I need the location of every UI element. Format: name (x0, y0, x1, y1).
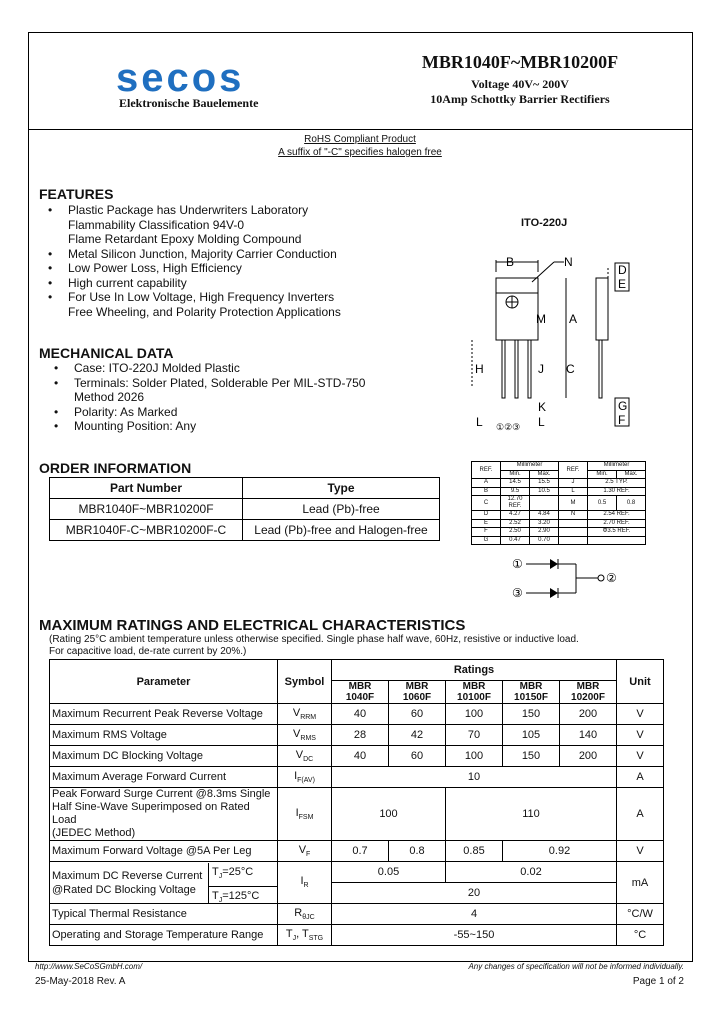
halogen-line: A suffix of "-C" specifies halogen free (278, 147, 442, 158)
table-row (50, 788, 664, 841)
table-cell (278, 767, 332, 788)
table-cell: Maximum Recurrent Peak Reverse Voltage (50, 704, 278, 725)
table-cell: 2.90 (530, 528, 559, 537)
package-label: ITO-220J (521, 217, 568, 229)
secos-logo: secos (116, 56, 245, 100)
table-cell: 0.5 (588, 496, 617, 511)
list-item: Method 2026 (74, 390, 145, 404)
list-item: Flammability Classification 94V-0 (68, 217, 245, 232)
dim-label: F (618, 413, 626, 427)
lead-3 (528, 340, 531, 398)
table-cell (530, 496, 559, 511)
lead-1 (502, 340, 505, 398)
pin-1-label: ① (512, 557, 523, 571)
table-row (50, 704, 664, 725)
dim-label: A (569, 312, 578, 326)
table-cell: F (472, 528, 501, 537)
table-cell: °C (617, 925, 664, 946)
table-cell: MBR1040F~MBR10200F (50, 499, 243, 520)
features-title: FEATURES (39, 186, 114, 202)
symbol-sub: F (306, 851, 311, 859)
table-cell: 140 (560, 725, 617, 746)
table-cell (278, 862, 332, 904)
dimension-table (471, 461, 646, 545)
list-item: • Low Power Loss, High Efficiency (38, 261, 378, 276)
table-cell: Maximum Forward Voltage @5A Per Leg (50, 841, 278, 862)
table-cell: MBR1040F-C~MBR10200F-C (50, 520, 243, 541)
table-cell: M (559, 496, 588, 511)
table-cell: 42 (389, 725, 446, 746)
footer-date: 25-May-2018 Rev. A (35, 976, 126, 987)
circuit-diagram (510, 556, 630, 602)
symbol-text: V (295, 748, 304, 761)
table-cell: Maximum Average Forward Current (50, 767, 278, 788)
table-cell: D (472, 511, 501, 520)
table-cell (278, 746, 332, 767)
ir-conditions (208, 863, 277, 903)
table-cell: mA (617, 862, 664, 904)
table-cell: 1.30 REF. (588, 487, 646, 496)
table-cell: 100 (446, 704, 503, 725)
table-row (50, 478, 440, 499)
table-cell: 14.5 (501, 479, 530, 488)
table-cell: Max. (530, 470, 559, 479)
model-header: MBR 10150F (503, 681, 560, 704)
symbol-sub: J (292, 935, 297, 943)
symbol-sub: R (303, 882, 309, 890)
table-cell: A (472, 479, 501, 488)
table-cell: 12.70 REF. (501, 496, 530, 511)
table-row (472, 536, 646, 545)
dim-label: C (566, 362, 575, 376)
symbol-text: R (294, 906, 303, 919)
header-divider (28, 129, 693, 130)
condition-125c: $T_J=125^\circ C$ (212, 889, 260, 904)
table-cell (278, 788, 332, 841)
list-item: • Terminals: Solder Plated, Solderable Per MIL-STD-750 (44, 376, 384, 391)
symbol-sub: θJC (302, 914, 315, 922)
table-cell: 200 (560, 704, 617, 725)
table-cell: 2.52 (501, 519, 530, 528)
voltage-range: Voltage 40V~ 200V (471, 77, 569, 91)
table-cell: Lead (Pb)-free (243, 499, 440, 520)
table-cell: 200 (560, 746, 617, 767)
model-header: MBR 1060F (389, 681, 446, 704)
table-cell: 40 (332, 704, 389, 725)
mechanical-list (44, 361, 384, 434)
table-cell: REF. (472, 462, 501, 479)
package-body (496, 278, 538, 340)
table-cell: 0.02 (446, 862, 617, 883)
table-cell: 15.5 (530, 479, 559, 488)
list-item: • Polarity: As Marked (44, 405, 384, 420)
header-symbol: Symbol (278, 660, 332, 704)
table-cell: G (472, 536, 501, 545)
table-cell: 3.20 (530, 519, 559, 528)
table-cell: 70 (446, 725, 503, 746)
dim-label: E (618, 277, 627, 291)
symbol-sub: STG (308, 935, 324, 943)
table-cell: 0.7 (332, 841, 389, 862)
table-cell: 0.92 (503, 841, 617, 862)
table-cell: A (617, 788, 664, 841)
table-cell: Maximum RMS Voltage (50, 725, 278, 746)
table-row (50, 660, 664, 681)
symbol-sub: RRM (300, 714, 317, 722)
model-header: MBR 10100F (446, 681, 503, 704)
footer-notice: Any changes of specification will not be informed individually. (468, 962, 684, 971)
table-row (472, 496, 646, 511)
table-cell: Part Number (50, 478, 243, 499)
table-cell: 20 (332, 883, 617, 904)
table-cell: 10 (332, 767, 617, 788)
table-cell: 2.5 TYP. (588, 479, 646, 488)
table-row (50, 725, 664, 746)
package-outline-drawing (466, 248, 646, 438)
diode-2 (550, 588, 558, 598)
table-row (472, 479, 646, 488)
table-cell (50, 788, 278, 841)
table-cell: 150 (503, 746, 560, 767)
rohs-line: RoHS Compliant Product (304, 134, 416, 145)
table-cell: 60 (389, 746, 446, 767)
param-line: Half Sine-Wave Superimposed on Rated Load (52, 801, 250, 826)
table-cell (559, 528, 588, 537)
logo-subtitle: Elektronische Bauelemente (119, 96, 259, 110)
table-cell: A (617, 767, 664, 788)
table-cell: 2.54 REF. (588, 511, 646, 520)
header-ratings: Ratings (332, 660, 617, 681)
order-table (49, 477, 440, 541)
footer-page: Page 1 of 2 (632, 976, 684, 987)
dim-label: N (564, 255, 573, 269)
footer-url[interactable]: http://www.SeCoSGmbH.com/ (35, 962, 143, 971)
table-cell: V (617, 841, 664, 862)
header-parameter: Parameter (50, 660, 278, 704)
symbol-text: I (294, 769, 298, 782)
table-cell: 4.84 (530, 511, 559, 520)
symbol-text: V (298, 843, 307, 856)
table-cell: 2.70 REF. (588, 519, 646, 528)
table-cell: Maximum DC Blocking Voltage (50, 746, 278, 767)
table-cell: Min. (501, 470, 530, 479)
table-row (50, 904, 664, 925)
table-cell: 0.8 (617, 496, 646, 511)
dim-label: M (536, 312, 546, 326)
table-cell: N (559, 511, 588, 520)
symbol-text: I (300, 875, 304, 888)
table-cell: 100 (446, 746, 503, 767)
dim-label: K (538, 400, 547, 414)
list-item: • Metal Silicon Junction, Majority Carrier Conduction (38, 247, 378, 262)
table-cell: 28 (332, 725, 389, 746)
dim-label: G (618, 399, 628, 413)
param-line: Maximum DC Reverse Current (52, 869, 203, 882)
condition-25c: $T_J=25^\circ C$ (209, 863, 277, 887)
list-item: • Mounting Position: Any (44, 419, 384, 434)
dim-label: D (618, 263, 627, 277)
list-item: Flame Retardant Epoxy Molding Compound (68, 232, 302, 246)
ratings-title: MAXIMUM RATINGS AND ELECTRICAL CHARACTERISTICS (39, 617, 466, 634)
dim-label: J (538, 362, 544, 376)
ratings-table (49, 659, 664, 946)
table-cell: V (617, 725, 664, 746)
table-cell: REF. (559, 462, 588, 479)
param-line: (JEDEC Method) (52, 827, 136, 839)
package-side-view (596, 278, 608, 340)
table-cell (559, 519, 588, 528)
symbol-text: I (295, 806, 299, 819)
package-tab (496, 278, 538, 293)
table-cell: 105 (503, 725, 560, 746)
table-cell: 2.50 (501, 528, 530, 537)
table-row (472, 519, 646, 528)
lead-2 (515, 340, 518, 398)
table-cell (278, 841, 332, 862)
dim-label: H (475, 362, 484, 376)
pin-2-label: ② (606, 571, 617, 585)
table-cell: Lead (Pb)-free and Halogen-free (243, 520, 440, 541)
table-cell: L (559, 487, 588, 496)
table-cell (559, 536, 588, 545)
table-cell: V (617, 746, 664, 767)
table-cell: B (472, 487, 501, 496)
list-item: • High current capability (38, 276, 378, 291)
ratings-note-2: For capacitive load, de-rate current by 20%.) (49, 646, 247, 657)
symbol-text: T (285, 927, 293, 940)
table-cell: 10.5 (530, 487, 559, 496)
table-cell: 0.70 (530, 536, 559, 545)
symbol-text: V (293, 727, 301, 740)
dim-label: L (538, 415, 545, 429)
table-cell (278, 925, 332, 946)
table-row (472, 528, 646, 537)
table-row (472, 511, 646, 520)
dim-label: L (476, 415, 483, 429)
model-header: MBR 10200F (560, 681, 617, 704)
table-cell: 4 (332, 904, 617, 925)
page-title: MBR1040F~MBR10200F (421, 52, 619, 72)
table-row (50, 767, 664, 788)
features-list (38, 203, 378, 319)
list-item: • Case: ITO-220J Molded Plastic (44, 361, 384, 376)
table-row (472, 462, 646, 471)
table-row (50, 520, 440, 541)
symbol-sub: FSM (298, 814, 314, 822)
pin-3-label: ③ (512, 586, 523, 600)
symbol-sub: F(AV) (297, 777, 315, 785)
header-unit: Unit (617, 660, 664, 704)
table-cell: Millimeter (501, 462, 559, 471)
param-line: Peak Forward Surge Current @8.3ms Single (52, 788, 271, 800)
table-cell: 4.27 (501, 511, 530, 520)
table-cell: -55~150 (332, 925, 617, 946)
table-cell: Operating and Storage Temperature Range (50, 925, 278, 946)
pin-numbers: ①②③ (496, 422, 521, 432)
ir-param (50, 863, 208, 903)
table-cell: 40 (332, 746, 389, 767)
order-title: ORDER INFORMATION (39, 460, 192, 476)
table-cell (50, 862, 278, 904)
table-cell: J (559, 479, 588, 488)
table-cell: E (472, 519, 501, 528)
table-row (50, 925, 664, 946)
page-subtitle (380, 77, 660, 107)
table-row (50, 499, 440, 520)
table-row (50, 746, 664, 767)
symbol-sub: RMS (300, 735, 316, 743)
table-cell (588, 536, 646, 545)
table-cell: Millimeter (588, 462, 646, 471)
table-cell: C (472, 496, 501, 511)
table-cell: 150 (503, 704, 560, 725)
table-cell (278, 704, 332, 725)
table-row (50, 862, 664, 883)
table-cell: Typical Thermal Resistance (50, 904, 278, 925)
table-cell: 9.5 (501, 487, 530, 496)
symbol-sub: DC (303, 756, 314, 764)
table-cell: 0.47 (501, 536, 530, 545)
param-line: @Rated DC Blocking Voltage (52, 883, 196, 896)
table-cell: 100 (332, 788, 446, 841)
mechanical-title: MECHANICAL DATA (39, 345, 174, 361)
symbol-text: V (292, 706, 301, 719)
diode-1 (550, 559, 558, 569)
list-item: • Plastic Package has Underwriters Laboratory (38, 203, 378, 218)
table-row (472, 487, 646, 496)
table-cell: Φ3.5 REF. (588, 528, 646, 537)
table-cell: °C/W (617, 904, 664, 925)
model-header: MBR 1040F (332, 681, 389, 704)
table-cell: 60 (389, 704, 446, 725)
table-cell (278, 725, 332, 746)
symbol-text: , T (296, 927, 309, 940)
table-cell: 0.85 (446, 841, 503, 862)
table-cell: Max. (617, 470, 646, 479)
table-cell: 110 (446, 788, 617, 841)
dim-label: B (506, 255, 515, 269)
table-cell: Type (243, 478, 440, 499)
table-row (50, 841, 664, 862)
ratings-note-1: (Rating 25°C ambient temperature unless otherwise specified. Single phase half wave, 60Hz, resistive or inductive load. (49, 634, 579, 645)
list-item: • For Use In Low Voltage, High Frequency Inverters (38, 290, 378, 305)
table-cell: V (617, 704, 664, 725)
table-cell: 0.8 (389, 841, 446, 862)
table-cell (278, 904, 332, 925)
table-cell: Min. (588, 470, 617, 479)
product-description: 10Amp Schottky Barrier Rectifiers (430, 92, 610, 106)
table-cell: 0.05 (332, 862, 446, 883)
list-item: Free Wheeling, and Polarity Protection Applications (68, 304, 341, 319)
